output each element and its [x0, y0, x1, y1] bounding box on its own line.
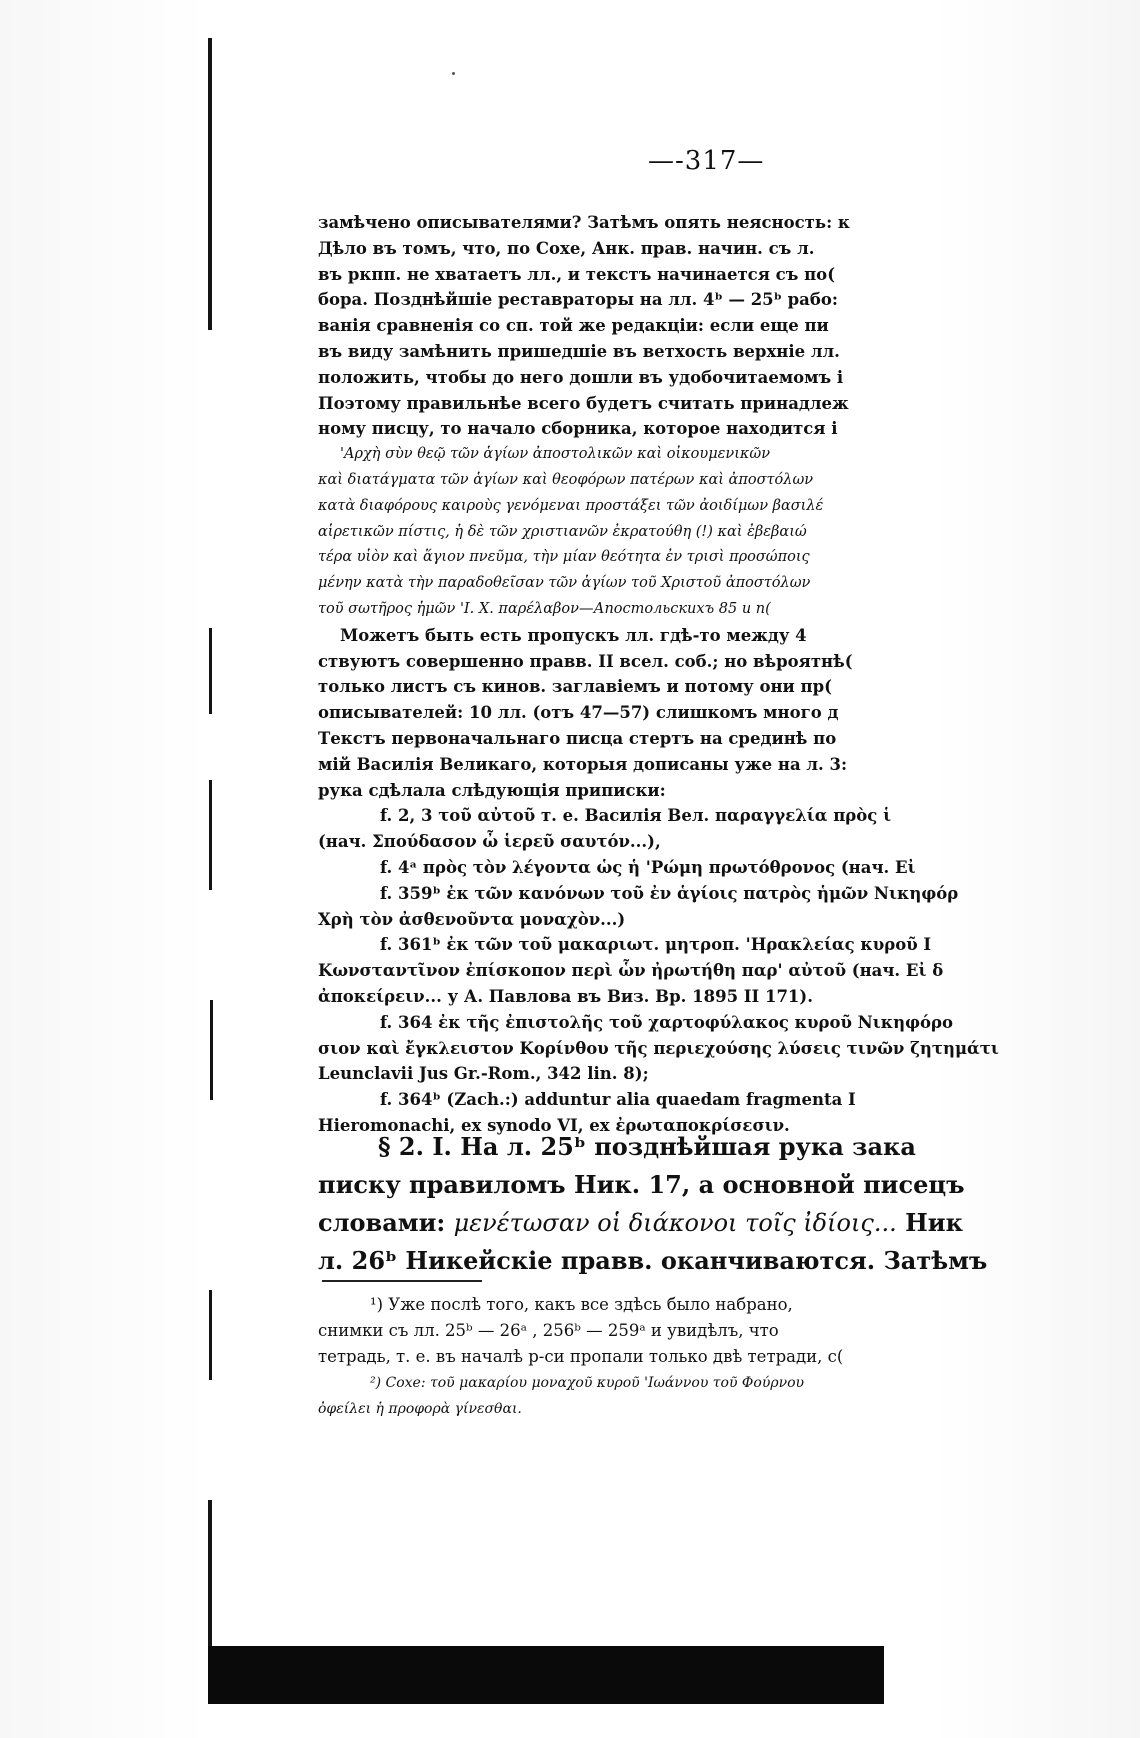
annotation-line: Hieromonachi, ex synodo VI, ex ἐρωταποκρίσεσιν.: [318, 1115, 790, 1135]
binding-edge-line: [209, 780, 212, 890]
scan-bottom-shadow: [208, 1646, 884, 1704]
annotation-line: f. 364ᵇ (Zach.:) adduntur alia quaedam fragmenta Ι: [380, 1090, 856, 1110]
annotation-line: σιον καὶ ἔγκλειστον Κορίνθου τῆς περιεχούσης λύσεις τινῶν ζητημάτι: [318, 1038, 999, 1058]
binding-edge-line: [209, 1290, 212, 1380]
greek-line: 'Αρχὴ σὺν θεῷ τῶν ἁγίων ἀποστολικῶν καὶ οἰκουμενικῶν: [340, 446, 771, 463]
text-line: мій Василія Великаго, которыя дописаны уже на л. 3:: [318, 754, 848, 774]
annotation-line: Leunclavii Jus Gr.-Rom., 342 lin. 8);: [318, 1064, 649, 1084]
text-line: рука сдѣлала слѣдующія приписки:: [318, 780, 666, 800]
section-line: [318, 1204, 963, 1242]
footnote-line: тетрадь, т. е. въ началѣ р-си пропали только двѣ тетради, с(: [318, 1347, 844, 1366]
annotations-list: [318, 803, 999, 1138]
annotation-line: Χρὴ τὸν ἀσθενοῦντα μοναχὸν...): [318, 909, 626, 929]
footnote-line: ²) Coxe: τοῦ μακαρίου μοναχοῦ κυροῦ 'Ιωάννου τοῦ Φούρνου: [370, 1375, 805, 1391]
section-line: л. 26ᵇ Никейскіе правв. оканчиваются. Затѣмъ: [318, 1246, 988, 1275]
annotation-line: Κωνσταντῖνον ἐπίσκοπον περὶ ὧν ἠρωτήθη παρ' αὐτοῦ (нач. Εἰ δ: [318, 961, 944, 981]
page-number: —-317—: [648, 146, 765, 176]
greek-line: τοῦ σωτῆρος ἡμῶν 'Ι. Χ. παρέλαβον—Апостольскихъ 85 и п(: [318, 600, 771, 617]
footnote-line: снимки съ лл. 25ᵇ — 26ᵃ , 256ᵇ — 259ᵃ и увидѣлъ, что: [318, 1321, 779, 1340]
annotation-line: ἀποκείρειν... у А. Павлова въ Виз. Вр. 1895 II 171).: [318, 986, 813, 1006]
binding-edge-line: [210, 1000, 213, 1100]
annotation-line: f. 364 ἐκ τῆς ἐπιστολῆς τοῦ χαρτοφύλακος κυροῦ Νικηφόρο: [380, 1012, 954, 1032]
paragraph-2: [318, 623, 882, 804]
text-line: бора. Позднѣйшіе реставраторы на лл. 4ᵇ — 25ᵇ рабо:: [318, 290, 838, 310]
text-line: Поэтому правильнѣе всего будетъ считать принадлеж: [318, 393, 849, 413]
text-line: ствуютъ совершенно правв. II всел. соб.; но вѣроятнѣ(: [318, 651, 853, 671]
binding-edge-line: [208, 38, 212, 330]
greek-line: αἱρετικῶν πίστις, ἡ δὲ τῶν χριστιανῶν ἐκρατούθη (!) καὶ ἐβεβαιώ: [318, 523, 807, 540]
text-line: ному писцу, то начало сборника, которое находится і: [318, 419, 838, 439]
footnotes: [318, 1292, 884, 1422]
text-line: въ ркпп. не хватаетъ лл., и текстъ начинается съ по(: [318, 264, 835, 284]
annotation-line: f. 4ᵃ πρὸς τὸν λέγοντα ὡς ἡ 'Ρώμη πρωτόθρονος (нач. Εἰ: [380, 857, 916, 877]
text-line: ванія сравненія со сп. той же редакціи: если еще пи: [318, 316, 829, 336]
section-line: § 2. I. На л. 25ᵇ позднѣйшая рука зака: [378, 1132, 916, 1161]
text-line: Можетъ быть есть пропускъ лл. гдѣ-то между 4: [340, 625, 807, 645]
footnote-divider: [322, 1280, 482, 1282]
footnote-line: ¹) Уже послѣ того, какъ все здѣсь было набрано,: [370, 1295, 793, 1314]
greek-line: μένην κατὰ τὴν παραδοθεῖσαν τῶν ἁγίων τοῦ Χριστοῦ ἀποστόλων: [318, 575, 811, 592]
section-text: Ник: [905, 1208, 963, 1237]
greek-phrase: μενέτωσαν οἱ διάκονοι τοῖς ἰδίοις...: [453, 1209, 897, 1237]
ink-speck: [452, 72, 455, 75]
annotation-line: f. 359ᵇ ἐκ τῶν κανόνων τοῦ ἐν ἁγίοις πατρὸς ἡμῶν Νικηφόρ: [380, 883, 959, 903]
greek-line: τέρα υἱὸν καὶ ἅγιον πνεῦμα, τὴν μίαν θεότητα ἐν τρισὶ προσώποις: [318, 549, 810, 566]
binding-edge-line: [208, 1500, 212, 1660]
greek-line: καὶ διατάγματα τῶν ἁγίων καὶ θεοφόρων πατέρων καὶ ἀποστόλων: [318, 471, 814, 488]
binding-edge-line: [209, 628, 212, 714]
section-heading-paragraph: [318, 1128, 988, 1280]
text-line: описывателей: 10 лл. (отъ 47—57) слишкомъ много д: [318, 703, 839, 723]
footnote-line: ὀφείλει ἡ προφορὰ γίνεσθαι.: [318, 1401, 522, 1417]
text-line: положить, чтобы до него дошли въ удобочитаемомъ і: [318, 367, 844, 387]
greek-quotation: [318, 442, 882, 623]
text-line: только листъ съ кинов. заглавіемъ и потому они пр(: [318, 677, 832, 697]
section-line: писку правиломъ Ник. 17, а основной писецъ: [318, 1170, 965, 1199]
text-line: Дѣло въ томъ, что, по Сохе, Анк. прав. начин. съ л.: [318, 238, 815, 258]
text-line: Текстъ первоначальнаго писца стертъ на срединѣ по: [318, 728, 837, 748]
greek-line: κατὰ διαφόρους καιροὺς γενόμεναι προστάξει τῶν ἀοιδίμων βασιλέ: [318, 497, 824, 514]
section-text: словами:: [318, 1208, 446, 1237]
annotation-line: f. 361ᵇ ἐκ τῶν τοῦ μακαριωτ. μητροπ. 'Ηρακλείας κυροῦ Ι: [380, 935, 932, 955]
paragraph-1: [318, 210, 882, 442]
main-text: [318, 210, 999, 1139]
annotation-line: (нач. Σπούδασον ὦ ἱερεῦ σαυτόν...),: [318, 832, 661, 852]
annotation-line: f. 2, 3 τοῦ αὐτοῦ т. е. Василія Вел. παραγγελία πρὸς ἱ: [380, 806, 892, 826]
text-line: замѣчено описывателями? Затѣмъ опять неясность: к: [318, 213, 850, 232]
text-line: въ виду замѣнить пришедшіе въ ветхость верхніе лл.: [318, 341, 840, 361]
